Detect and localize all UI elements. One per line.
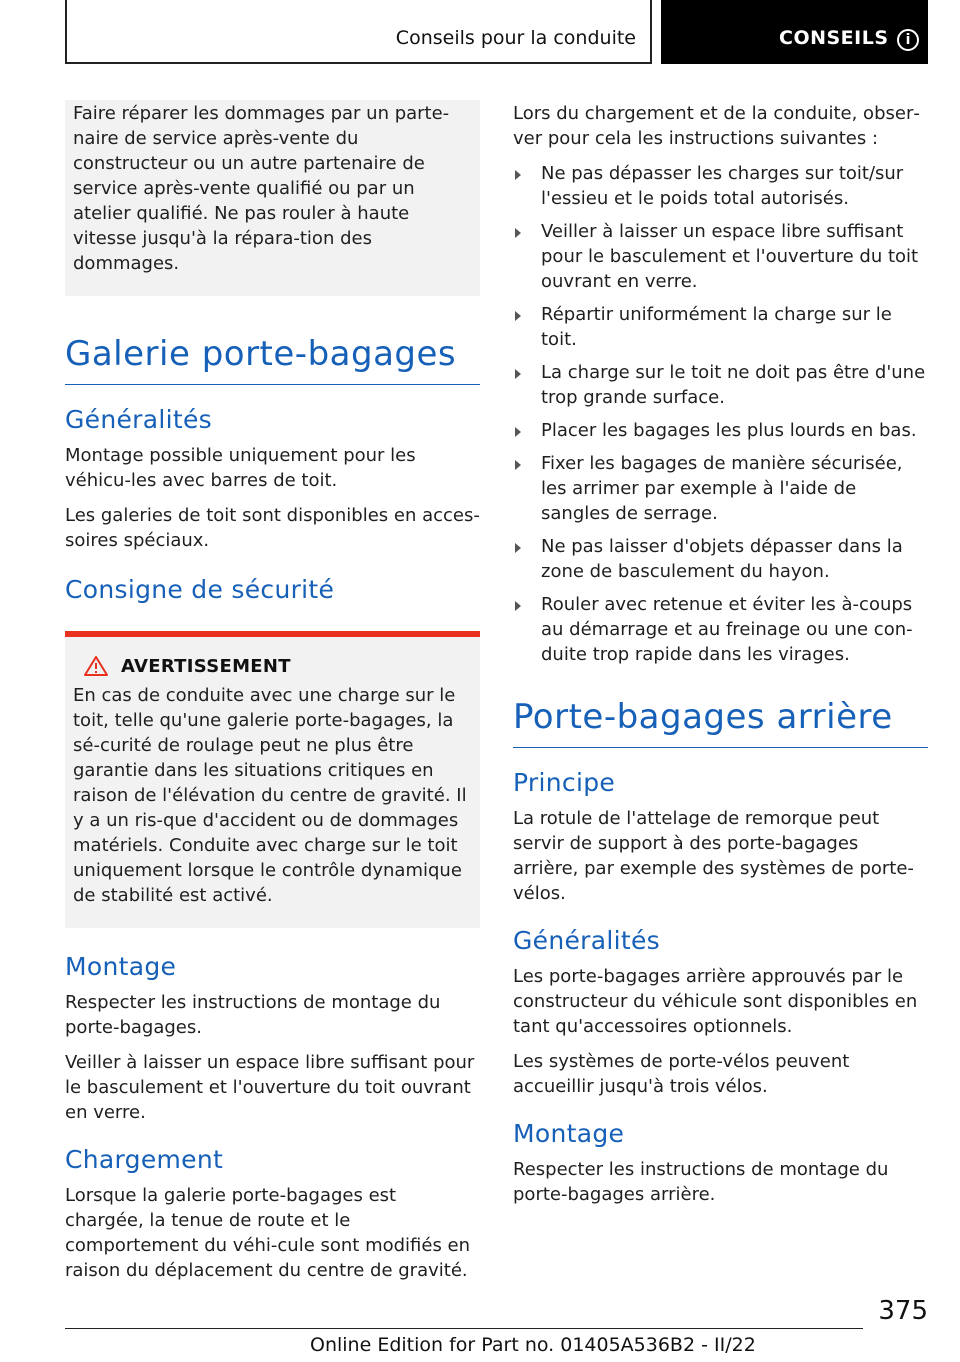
warning-box (65, 631, 480, 928)
list-item-text: Placer les bagages les plus lourds en bas. (541, 420, 917, 441)
intro-note-box (65, 100, 480, 296)
header-section-tab (65, 0, 652, 64)
subtitle-montage: Montage (65, 952, 177, 981)
header-chapter-tab (661, 0, 928, 64)
bullet-arrow-icon (515, 369, 521, 379)
left-column (65, 100, 480, 1293)
paragraph: Lorsque la galerie porte-bagages est chargée, la tenue de route et le comportement du véhi‐cule sont modifiés en raison du déplacement du centre de gravité. (65, 1185, 471, 1281)
header-section-label: Conseils pour la conduite (395, 27, 636, 49)
paragraph: Les systèmes de porte-vélos peuvent accueillir jusqu'à trois vélos. (513, 1051, 850, 1097)
subtitle-generalites: Généralités (65, 405, 212, 434)
footer-divider (65, 1328, 863, 1329)
paragraph: La rotule de l'attelage de remorque peut servir de support à des porte-bagages arrière, par exemple des systèmes de porte-vélos. (513, 808, 914, 904)
right-column (513, 100, 928, 1217)
subtitle-chargement: Chargement (65, 1145, 224, 1174)
warning-triangle-icon (83, 655, 109, 677)
list-item-text: Ne pas laisser d'objets dépasser dans la zone de basculement du hayon. (541, 536, 903, 582)
subtitle-consigne-securite: Consigne de sécurité (65, 575, 335, 604)
bullet-arrow-icon (515, 460, 521, 470)
subtitle-montage: Montage (513, 1119, 625, 1148)
page-number: 375 (878, 1296, 928, 1326)
list-item-text: Répartir uniformément la charge sur le toit. (541, 304, 892, 350)
intro-note-text: Faire réparer les dommages par un parte‐naire de service après-vente du constructeur ou un autre partenaire de service après-vente qualifié ou par un atelier qualifié. Ne pas rouler à haute vitesse jusqu'à la répara‐tion des dommages. (73, 103, 450, 274)
warning-text: En cas de conduite avec une charge sur le toit, telle qu'une galerie porte-bagages, la sé‐curité de roulage peut ne plus être garantie dans les situations critiques en raison de l'élévation du centre de gravité. Il y a un ris‐que d'accident ou de dommages matériels. Conduite avec charge sur le toit uniquement lorsque le contrôle dynamique de stabilité est activé. (73, 685, 467, 906)
bullet-arrow-icon (515, 601, 521, 611)
instruction-list (513, 161, 928, 667)
paragraph: Lors du chargement et de la conduite, obser‐ver pour cela les instructions suivantes : (513, 103, 920, 149)
subtitle-principe: Principe (513, 768, 616, 797)
paragraph: Les porte-bagages arrière approuvés par le constructeur du véhicule sont disponibles en tant qu'accessoires optionnels. (513, 966, 918, 1037)
bullet-arrow-icon (515, 170, 521, 180)
paragraph: Respecter les instructions de montage du porte-bagages arrière. (513, 1159, 889, 1205)
paragraph: Respecter les instructions de montage du porte-bagages. (65, 992, 441, 1038)
warning-header (73, 655, 472, 677)
list-item-text: Ne pas dépasser les charges sur toit/sur l'essieu et le poids total autorisés. (541, 163, 904, 209)
warning-title: AVERTISSEMENT (121, 655, 291, 677)
list-item (513, 418, 928, 443)
footer-edition: Online Edition for Part no. 01405A536B2 - II/22 (310, 1334, 756, 1356)
section-title-galerie: Galerie porte-bagages (65, 334, 480, 385)
bullet-arrow-icon (515, 543, 521, 553)
bullet-arrow-icon (515, 427, 521, 437)
list-item (513, 302, 928, 352)
list-item (513, 534, 928, 584)
paragraph: Montage possible uniquement pour les véhicu‐les avec barres de toit. (65, 445, 416, 491)
bullet-arrow-icon (515, 311, 521, 321)
list-item-text: La charge sur le toit ne doit pas être d'une trop grande surface. (541, 362, 926, 408)
list-item (513, 360, 928, 410)
list-item (513, 592, 928, 667)
paragraph: Veiller à laisser un espace libre suffisant pour le basculement et l'ouverture du toit ouvrant en verre. (65, 1052, 475, 1123)
page-header (65, 0, 928, 64)
section-title-porte-bagages-arriere: Porte-bagages arrière (513, 697, 928, 748)
list-item (513, 219, 928, 294)
header-chapter-label: CONSEILS (779, 27, 889, 49)
bullet-arrow-icon (515, 228, 521, 238)
list-item-text: Rouler avec retenue et éviter les à-coups au démarrage et au freinage ou une con‐duite trop rapide dans les virages. (541, 594, 913, 665)
subtitle-generalites: Généralités (513, 926, 660, 955)
list-item-text: Fixer les bagages de manière sécurisée, les arrimer par exemple à l'aide de sangles de serrage. (541, 453, 903, 524)
info-icon: i (897, 29, 919, 51)
paragraph: Les galeries de toit sont disponibles en acces‐soires spéciaux. (65, 505, 480, 551)
list-item (513, 451, 928, 526)
list-item (513, 161, 928, 211)
list-item-text: Veiller à laisser un espace libre suffisant pour le basculement et l'ouverture du toit ouvrant en verre. (541, 221, 919, 292)
